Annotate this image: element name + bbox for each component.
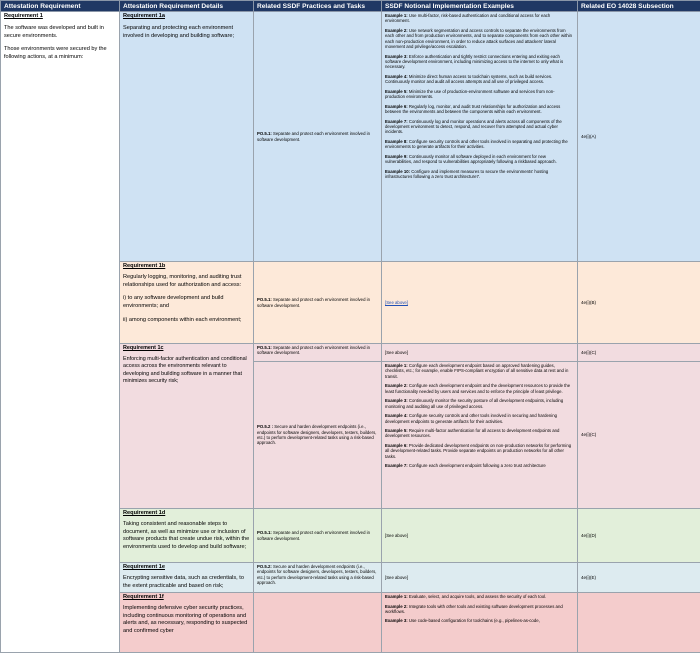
req-1a-example: Example 8: Configure security controls and other tools involved in separating and protecting the environments to generate artifacts for their activities.	[385, 139, 574, 150]
requirement-1-cell	[1, 12, 120, 653]
req-1a-practice-id: PO.5.1:	[257, 131, 272, 136]
req-1a-example: Example 3: Enforce authentication and tightly restrict connections entering and exiting each software development environment, including minimizing access to the internet to only what is necessary.	[385, 54, 574, 70]
req-1a-practice	[254, 12, 382, 262]
req-1d-example-ref: [See above]	[382, 509, 578, 563]
req-1b-title: Requirement 1b	[123, 263, 250, 271]
req-1b-item-2: ii) among components within each environment;	[123, 317, 250, 325]
req-1f-title: Requirement 1f	[123, 594, 250, 602]
req-1a-example: Example 7: Continuously log and monitor operations and alerts across all components of the development environment to detect, respond, and recover from attempted and actual cyber incidents.	[385, 119, 574, 135]
req-1f-example: Example 3: Use code-based configuration for toolchains (e.g., pipelines-as-code,	[385, 618, 574, 623]
req-1a-details	[120, 12, 254, 262]
req-1e-example-ref: [See above]	[382, 563, 578, 593]
req-1b-examples	[382, 262, 578, 344]
req-1a-example: Example 10: Configure and implement measures to secure the environments' hosting infrastructures following a zero trust architecture7.	[385, 169, 574, 180]
req-1b-practice: PO.5.1: Separate and protect each environment involved in software development.	[254, 262, 382, 344]
req-1c-title: Requirement 1c	[123, 345, 250, 353]
req-1c-examples	[382, 362, 578, 509]
req-1a-subsection: 4e(i)(A)	[578, 12, 700, 262]
req-1a-example: Example 5: Minimize the use of production-environment software and services from non-production environments.	[385, 89, 574, 100]
req-1d-title: Requirement 1d	[123, 510, 250, 518]
req-1c-example: Example 7: Configure each development endpoint following a zero trust architecture	[385, 463, 574, 468]
requirement-1-text-2: Those environments were secured by the following actions, at a minimum:	[4, 46, 116, 62]
req-1c-example: Example 4: Configure security controls and other tools involved in securing and hardening development endpoints to generate artifacts for their activities.	[385, 413, 574, 424]
req-1c-example: Example 2: Configure each development endpoint and the development resources to provide the least functionality needed by users and services and to enforce the principle of least privilege.	[385, 383, 574, 394]
header-row	[1, 1, 700, 12]
req-1e-title: Requirement 1e	[123, 564, 250, 572]
req-1b-subsection: 4e(i)(B)	[578, 262, 700, 344]
req-1c-example: Example 1: Configure each development endpoint based on approved hardening guides, checklists, etc.; for example, enable FIPS-compliant encryption of all sensitive data at rest and in transit.	[385, 363, 574, 379]
req-1a-example: Example 2: Use network segmentation and access controls to separate the environments from each other and from production environments, and to separate components from each other within each non-production environment, in order to reduce attack surfaces and attackers' lateral movement and privilege/access escalation.	[385, 28, 574, 50]
req-1b-item-1: i) to any software development and build environments; and	[123, 295, 250, 311]
header-ssdf-examples: SSDF Notional Implementation Examples	[382, 1, 578, 12]
req-1f-text: Implementing defensive cyber security practices, including continuous monitoring of operations and alerts and, as necessary, responding to suspected and confirmed cyber	[123, 605, 250, 636]
req-1a-examples	[382, 12, 578, 262]
req-1f-examples	[382, 593, 578, 653]
req-1e-details	[120, 563, 254, 593]
row-req-1a	[1, 12, 700, 262]
req-1f-example: Example 1: Evaluate, select, and acquire tools, and assess the security of each tool.	[385, 594, 574, 599]
req-1b-details	[120, 262, 254, 344]
req-1c-subsection-2: 4e(i)(C)	[578, 362, 700, 509]
req-1c-practice-1: PO.5.1: Separate and protect each environment involved in software development.	[254, 344, 382, 362]
req-1c-example: Example 5: Require multi-factor authentication for all access to development endpoints and development resources.	[385, 428, 574, 439]
req-1a-title: Requirement 1a	[123, 13, 250, 21]
header-ssdf-practices: Related SSDF Practices and Tasks	[254, 1, 382, 12]
req-1a-example: Example 6: Regularly log, monitor, and audit trust relationships for authorization and access between the environments and between the components within each environment.	[385, 104, 574, 115]
req-1d-practice: PO.5.1: Separate and protect each environment involved in software development.	[254, 509, 382, 563]
req-1a-text: Separating and protecting each environment involved in developing and building software;	[123, 25, 250, 41]
req-1f-practice	[254, 593, 382, 653]
see-above-link[interactable]: [See above]	[385, 300, 408, 305]
req-1d-text: Taking consistent and reasonable steps to document, as well as minimize use or inclusion of software products that create undue risk, within the environments used to develop and build software;	[123, 521, 250, 552]
req-1f-subsection	[578, 593, 700, 653]
req-1e-subsection: 4e(i)(E)	[578, 563, 700, 593]
req-1a-example: Example 4: Minimize direct human access to toolchain systems, such as build services. Continuously monitor and audit all access attempts and all use of privileged access.	[385, 74, 574, 85]
header-details: Attestation Requirement Details	[120, 1, 254, 12]
header-eo-subsection: Related EO 14028 Subsection	[578, 1, 700, 12]
req-1c-practice-2: PO.5.2 : Secure and harden development endpoints (i.e., endpoints for software designers, developers, testers, builders, etc.) to perform development-related tasks using a risk-based approach.	[254, 362, 382, 509]
req-1c-subsection-1: 4e(i)(C)	[578, 344, 700, 362]
req-1c-text: Enforcing multi-factor authentication and conditional access across the environments relevant to developing and building software in a manner that minimizes security risk;	[123, 356, 250, 386]
req-1f-example: Example 2: Integrate tools with other tools and existing software development processes and workflows.	[385, 604, 574, 615]
req-1a-example: Example 9: Continuously monitor all software deployed in each environment for new vulnerabilities, and respond to vulnerabilities appropriately following a riskbased approach.	[385, 154, 574, 165]
req-1c-details	[120, 344, 254, 509]
req-1b-text: Regularly logging, monitoring, and auditing trust relationships used for authorization and access:	[123, 274, 250, 290]
requirement-1-title: Requirement 1	[4, 13, 116, 21]
req-1a-example: Example 1: Use multi-factor, risk-based authentication and conditional access for each environment.	[385, 13, 574, 24]
req-1a-practice-text: Separate and protect each environment involved in software development.	[257, 131, 370, 141]
req-1e-practice: PO.5.2: Secure and harden development endpoints (i.e., endpoints for software designers, developers, testers, builders, etc.) to perform development-related tasks using a risk-based approach.	[254, 563, 382, 593]
req-1e-text: Encrypting sensitive data, such as credentials, to the extent practicable and based on risk;	[123, 575, 250, 591]
req-1c-example: Example 6: Provide dedicated development endpoints on non-production networks for performing all development-related tasks. Provide separate endpoints on production networks for all other tasks.	[385, 443, 574, 459]
header-attestation-requirement: Attestation Requirement	[1, 1, 120, 12]
req-1c-example: Example 3: Continuously monitor the security posture of all development endpoints, including monitoring and auditing all use of privileged access.	[385, 398, 574, 409]
req-1d-subsection: 4e(i)(D)	[578, 509, 700, 563]
req-1f-details	[120, 593, 254, 653]
requirement-1-text: The software was developed and built in secure environments.	[4, 25, 116, 41]
req-1c-example-ref: [See above]	[382, 344, 578, 362]
req-1d-details	[120, 509, 254, 563]
